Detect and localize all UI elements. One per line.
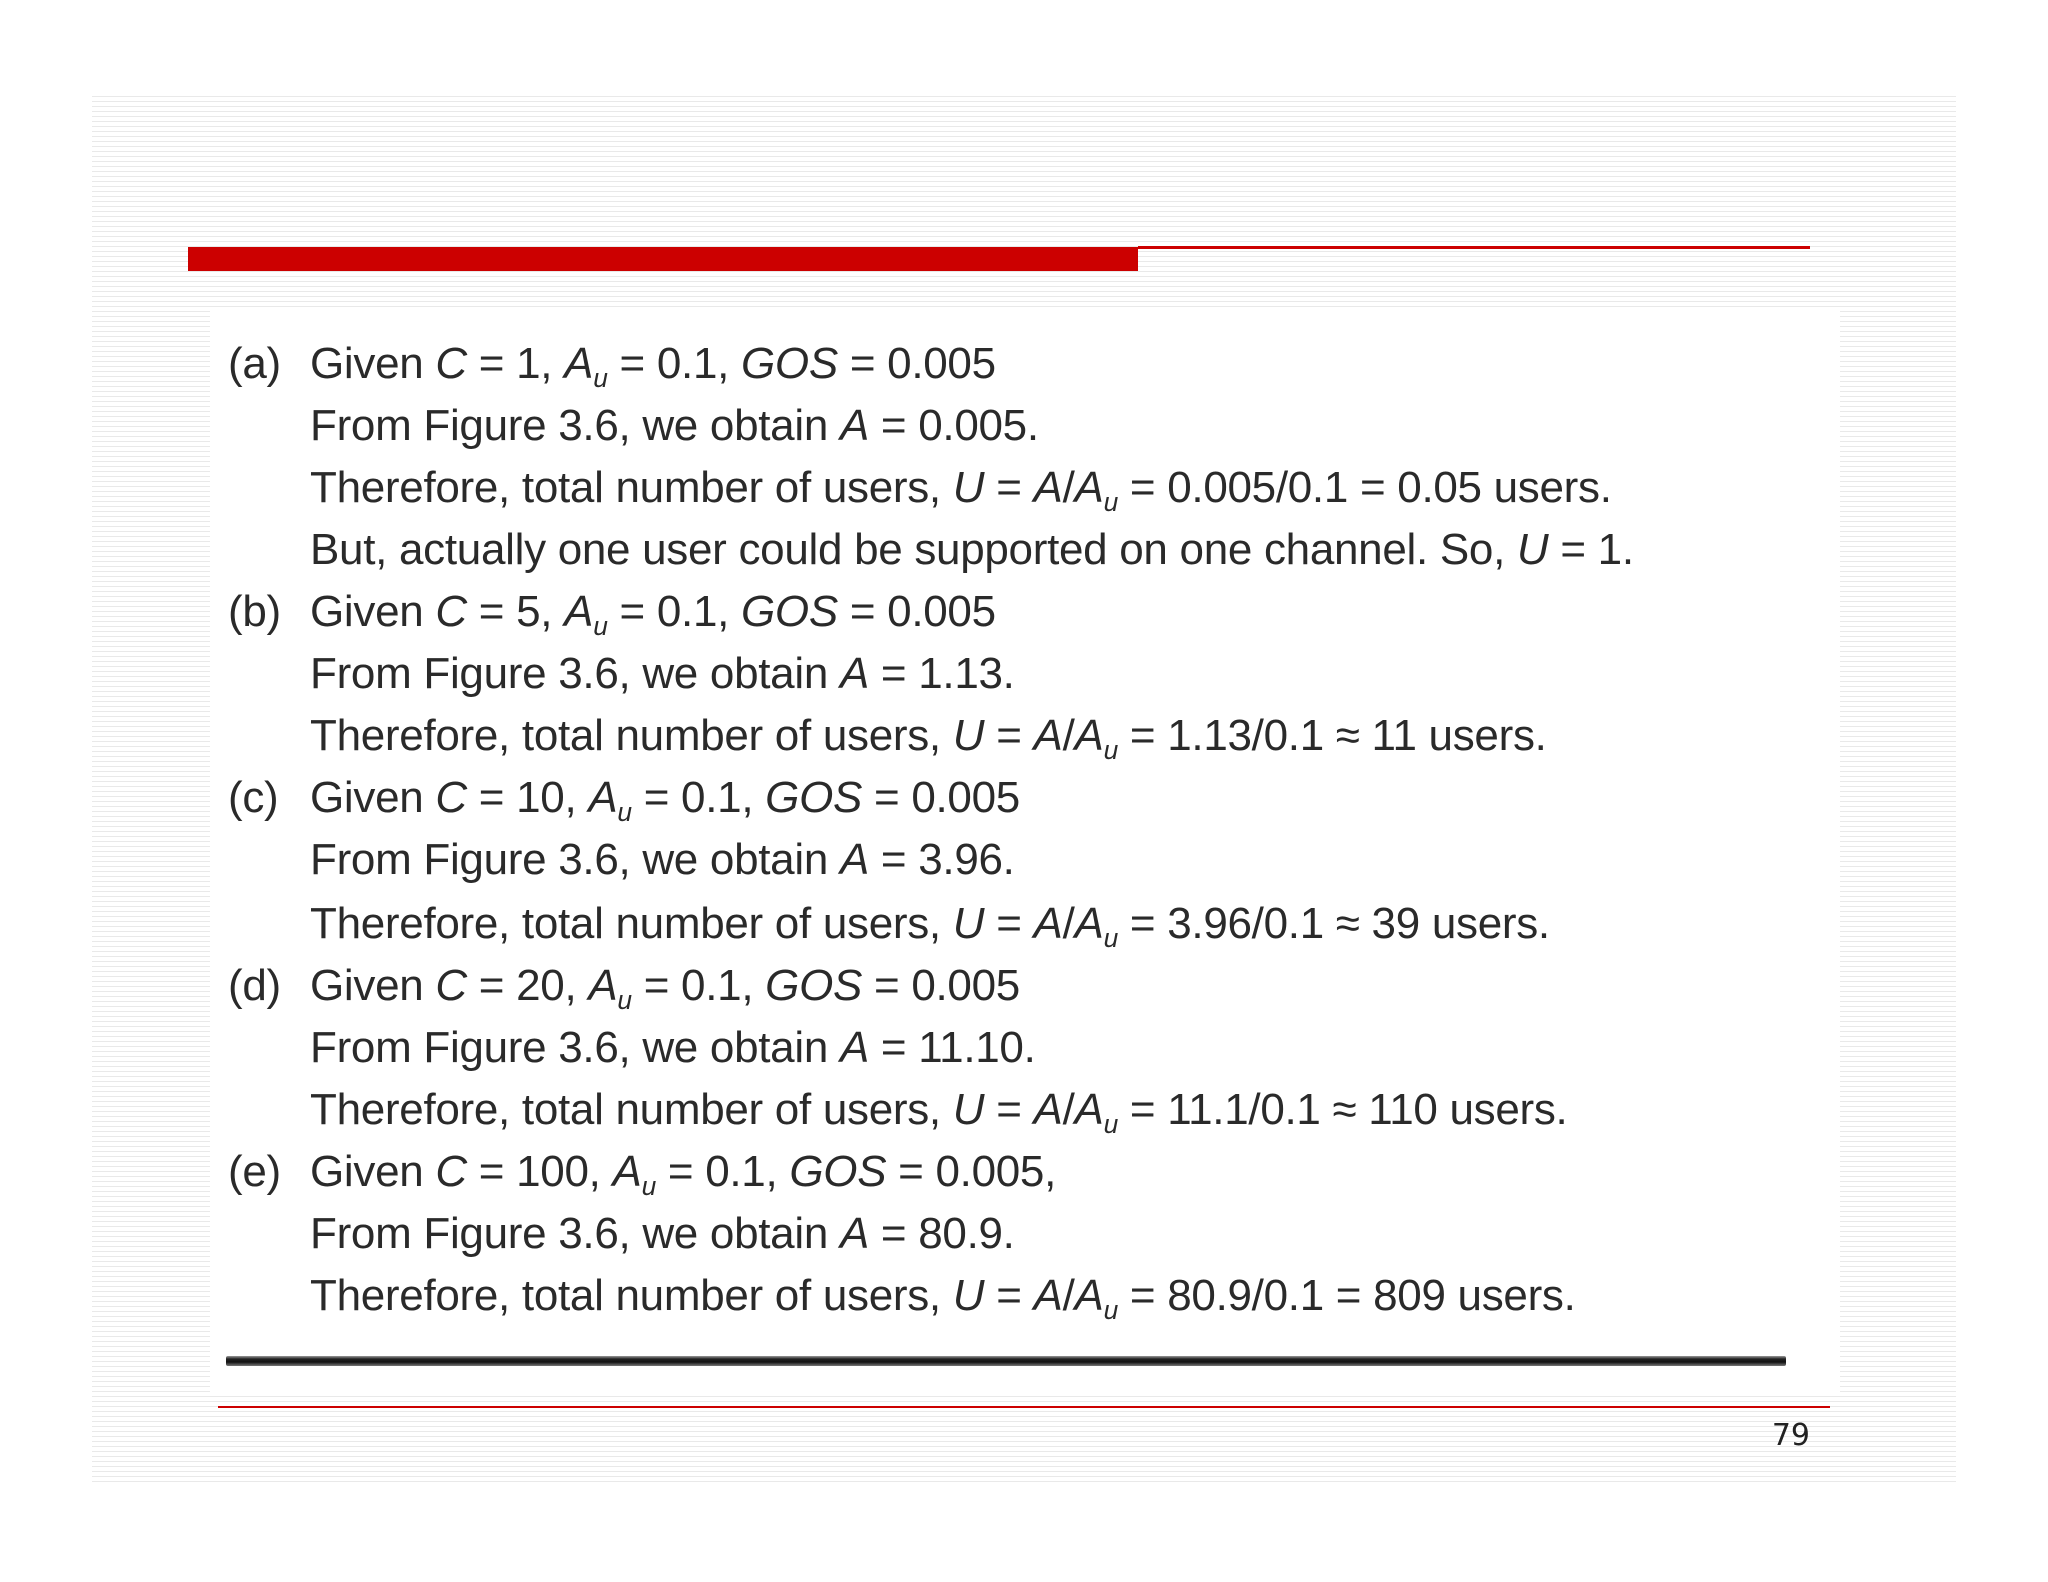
item-label: (b) [228,587,281,636]
from-figure-text: From Figure 3.6, we obtain [310,649,828,698]
given-word: Given [310,1147,424,1196]
result-calculation: 3.96/0.1 ≈ 39 users. [1167,899,1550,948]
from-figure-text: From Figure 3.6, we obtain [310,1209,828,1258]
given-gos-value: 0.005 [887,587,996,636]
obtained-a-value: 11.10. [918,1023,1036,1072]
from-figure-text: From Figure 3.6, we obtain [310,1023,828,1072]
obtained-a-value: 80.9. [918,1209,1015,1258]
therefore-text: Therefore, total number of users, [310,711,941,760]
given-word: Given [310,587,424,636]
item-label: (c) [228,773,279,822]
footer-red-rule [218,1406,1830,1408]
result-calculation: 80.9/0.1 = 809 users. [1167,1271,1576,1320]
title-accent-line [1138,246,1810,249]
given-c-value: 1 [516,339,541,388]
result-calculation: 11.1/0.1 ≈ 110 users. [1167,1085,1568,1134]
given-c-value: 10 [516,773,565,822]
given-gos-value: 0.005 [935,1147,1045,1196]
solution-image: (a) Given C = 1, $A_u = 0.1$, GOS = 0.005 From Figure 3.6, we obtain A = 0.005. Therefore, total number of users, $U = A/A_u = 0.005/0.1 = 0.05$ users. But, actually one user could be supported on one channel. So, U = 1. (b) Given C = 5, $A_u = 0.1$, GOS = 0.005 From Figure 3.6, we obtain A = 1.13. Therefore, total number of users, $U = A/A_u = 1.13/0.1 \approx 11$ users. (c) Given C = 10, $A_u = 0.1$, GOS = 0.005 From Figure 3.6, we obtain A = 3.96. Therefore, total number of users, $U = A/A_u = 3.96/0.1 \approx 39$ users. (d) Given C = 20, $A_u = 0.1$, GOS = 0.005 From Figure 3.6, we obtain A = 11.10. Therefore, total number of users, $U = A/A_u = 11.1/0.1 \approx 110$ users. (e) Given C = 100, $A_u = 0.1$, GOS = 0.005, From Figure 3.6, we obtain A = 80.9. Therefore, total number of users, $U = A/A_u = 80.9/0.1 = 809$ users. [210,310,1840,1395]
obtained-a-value: 0.005. [918,401,1039,450]
given-word: Given [310,773,424,822]
item-label: (d) [228,961,281,1010]
therefore-text: Therefore, total number of users, [310,1271,941,1320]
given-au-value: 0.1 [705,1147,766,1196]
therefore-text: Therefore, total number of users, [310,463,941,512]
result-calculation: 0.005/0.1 = 0.05 users. [1167,463,1612,512]
given-c-value: 100 [516,1147,589,1196]
image-bottom-rule [226,1356,1786,1366]
obtained-a-value: 1.13. [918,649,1015,698]
given-au-value: 0.1 [656,587,718,636]
result-calculation: 1.13/0.1 ≈ 11 users. [1167,711,1547,760]
given-word: Given [310,339,424,388]
title-accent-bar [188,247,1138,271]
item-label: (a) [228,339,281,388]
item-label: (e) [228,1147,281,1196]
obtained-a-value: 3.96. [918,835,1015,884]
note-text: But, actually one user could be supported on one channel. So, [310,525,1517,574]
given-gos-value: 0.005 [911,773,1020,822]
given-gos-value: 0.005 [887,339,996,388]
given-au-value: 0.1 [656,339,718,388]
therefore-text: Therefore, total number of users, [310,899,941,948]
page-number: 79 [1771,1418,1810,1453]
given-word: Given [310,961,424,1010]
therefore-text: Therefore, total number of users, [310,1085,941,1134]
given-c-value: 20 [516,961,565,1010]
note-value: 1. [1597,525,1634,574]
given-au-value: 0.1 [681,773,742,822]
given-c-value: 5 [516,587,541,636]
given-gos-value: 0.005 [911,961,1020,1010]
from-figure-text: From Figure 3.6, we obtain [310,835,828,884]
from-figure-text: From Figure 3.6, we obtain [310,401,828,450]
given-au-value: 0.1 [681,961,742,1010]
